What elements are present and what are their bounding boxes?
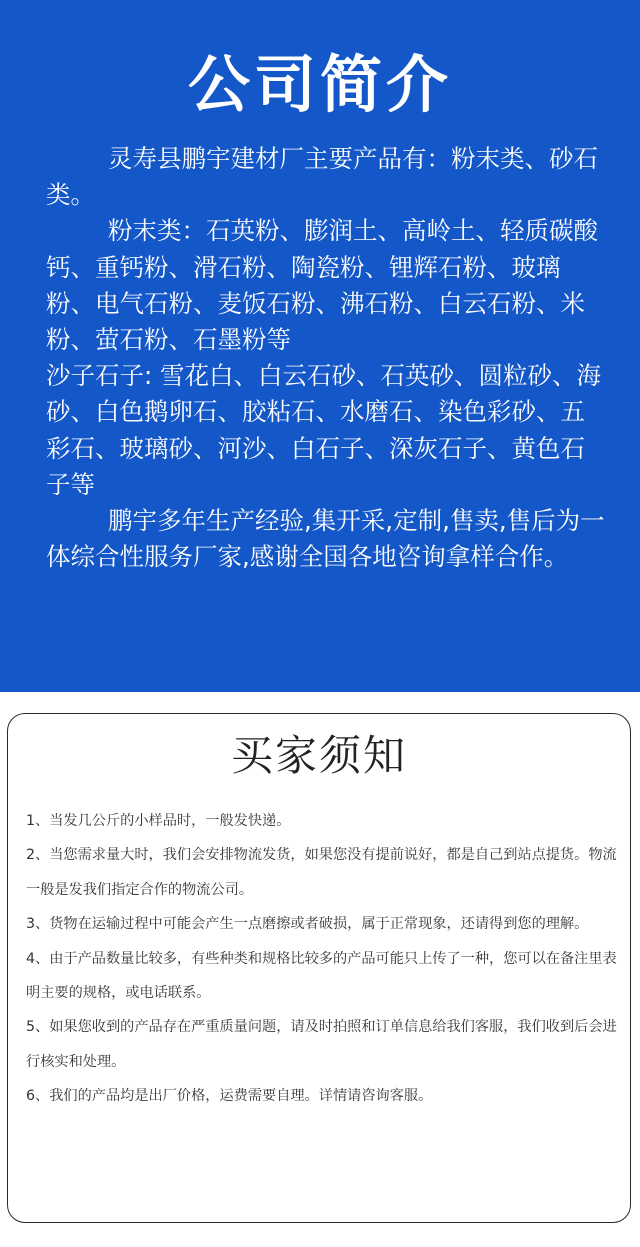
intro-paragraph-experience: 鹏宇多年生产经验,集开采,定制,售卖,售后为一体综合性服务厂家,感谢全国各地咨询拿样合作。 <box>46 506 605 572</box>
notice-item: 2、当您需求量大时，我们会安排物流发货，如果您没有提前说好，都是自己到站点提货。物流一般是发我们指定合作的物流公司。 <box>26 847 617 898</box>
notice-item: 4、由于产品数量比较多，有些种类和规格比较多的产品可能只上传了一种，您可以在备注里表明主要的规格，或电话联系。 <box>26 950 617 1002</box>
intro-paragraph-powders: 粉末类：石英粉、膨润土、高岭土、轻质碳酸钙、重钙粉、滑石粉、陶瓷粉、锂辉石粉、玻璃粉、电气石粉、麦饭石粉、沸石粉、白云石粉、米粉、萤石粉、石墨粉等 <box>46 216 598 355</box>
notice-item: 1、当发几公斤的小样品时，一般发快递。 <box>26 813 291 829</box>
notice-item: 5、如果您收到的产品存在严重质量问题，请及时拍照和订单信息给我们客服，我们收到后会进行核实和处理。 <box>26 1019 617 1070</box>
buyer-notice-box <box>7 713 631 1223</box>
notice-item: 3、货物在运输过程中可能会产生一点磨擦或者破损，属于正常现象，还请得到您的理解。 <box>26 916 589 933</box>
intro-paragraph-sands: 沙子石子: 雪花白、白云石砂、石英砂、圆粒砂、海砂、白色鹅卵石、胶粘石、水磨石、染色彩砂、五彩石、玻璃砂、河沙、白石子、深灰石子、黄色石子等 <box>46 361 602 499</box>
intro-body <box>46 141 606 575</box>
intro-paragraph-products: 灵寿县鹏宇建材厂主要产品有：粉末类、砂石类。 <box>46 144 598 210</box>
intro-title: 公司简介 <box>187 48 452 121</box>
notice-item: 6、我们的产品均是出厂价格，运费需要自理。详情请咨询客服。 <box>26 1088 433 1105</box>
notice-title: 买家须知 <box>230 731 407 780</box>
notice-list <box>26 804 622 1114</box>
